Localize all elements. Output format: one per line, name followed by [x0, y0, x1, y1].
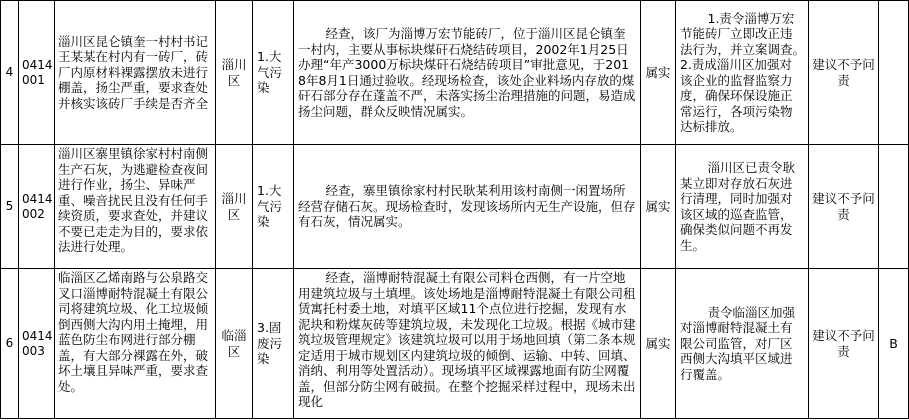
level: [879, 145, 909, 269]
case-code: 0414002: [19, 145, 55, 269]
handling-text: [676, 145, 809, 269]
row-index: 4: [1, 1, 19, 145]
verdict: 属实: [641, 145, 676, 269]
table-row: [1, 145, 909, 269]
district: 淄川区: [216, 145, 253, 269]
pollution-type: 1.大气污染: [253, 1, 294, 145]
finding-text: [294, 1, 641, 145]
finding-paragraph: 经查，淄博耐特混凝土有限公司料仓西侧，有一片空地用建筑垃圾与土填埋。该处场地是淄博耐特混凝土有限公司租赁寓托村委土地，对填平区域11个点位进行挖掘，发现有水泥块和粉煤灰砖等建筑垃圾，未发现化工垃圾。根据《城市建筑垃圾管理规定》该建筑垃圾可以用于场地回填（第二条本规定适用于城市规划区内建筑垃圾的倾倒、运输、中转、回填、消纳、利用等处置活动）。现场填平区域裸露地面有防尘网覆盖，但部分防尘网有破损。在整个挖掘采样过程中，现场未出现化: [298, 270, 636, 409]
level: B: [879, 269, 909, 419]
pollution-type: 3.固废污染: [253, 269, 294, 419]
handling-paragraph: 责令临淄区加强对淄博耐特混凝土有限公司监管，对厂区西侧大沟填平区域进行覆盖。: [680, 304, 796, 382]
row-index: 6: [1, 269, 19, 419]
handling-text: [676, 269, 809, 419]
finding-text: [294, 145, 641, 269]
case-code: 0414003: [19, 269, 55, 419]
finding-paragraph: 经查，寨里镇徐家村村民耿某利用该村南侧一闲置场所经营存储石灰。现场检查时，发现该场所内无生产设施，但存有石灰，情况属实。: [298, 183, 636, 230]
complaint-text: 临淄区乙烯南路与公泉路交叉口淄博耐特混凝土有限公司将建筑垃圾、化工垃圾倾倒西侧大沟内用土掩埋，用蓝色防尘布网进行部分棚盖，有大部分裸露在外，破坏土壤且异味严重，要求查处。: [55, 269, 216, 419]
complaint-text: 淄川区昆仑镇奎一村村书记王某某在村内有一砖厂，砖厂内原材料裸露摆放未进行棚盖，扬尘严重，要求查处并核实该砖厂手续是否齐全: [55, 1, 216, 145]
verdict: 属实: [641, 269, 676, 419]
handling-paragraph: 1.责令淄博万宏节能砖厂立即改正违法行为，并立案调查。 2.责成淄川区加强对该企业的监督监察力度，确保环保设施正常运行，各项污染物达标排放。: [680, 10, 824, 134]
pollution-type: 1.大气污染: [253, 145, 294, 269]
accountability: 建议不予问责: [809, 145, 879, 269]
case-code: 0414001: [19, 1, 55, 145]
accountability: 建议不予问责: [809, 269, 879, 419]
accountability: 建议不予问责: [809, 1, 879, 145]
table-row: [1, 269, 909, 419]
verdict: 属实: [641, 1, 676, 145]
district: 临淄区: [216, 269, 253, 419]
table-row: [1, 1, 909, 145]
complaint-text: 淄川区寨里镇徐家村村南侧生产石灰，为逃避检查夜间进行作业，扬尘、异味严重、噪音扰民且没有任何手续资质，要求查处，并建议不要已走走为目的，要求依法进行处理。: [55, 145, 216, 269]
handling-paragraph: 淄川区已责令耿某立即对存放石灰进行清理，同时加强对该区域的巡查监管，确保类似问题不再发生。: [680, 160, 796, 253]
finding-paragraph: 经查，该厂为淄博万宏节能砖厂，位于淄川区昆仑镇奎一村内，主要从事标块煤矸石烧结砖项目，2002年1月25日办理“年产3000万标块煤矸石烧结砖项目”审批意见，于2018年8月1日通过验收。经现场检查，该处企业料场内存放的煤矸石部分存在蓬盖不严，未落实扬尘治理措施的问题，易造成扬尘问题，群众反映情况属实。: [298, 26, 636, 119]
level: [879, 1, 909, 145]
row-index: 5: [1, 145, 19, 269]
district: 淄川区: [216, 1, 253, 145]
handling-text: [676, 1, 824, 145]
finding-text: [294, 269, 641, 419]
